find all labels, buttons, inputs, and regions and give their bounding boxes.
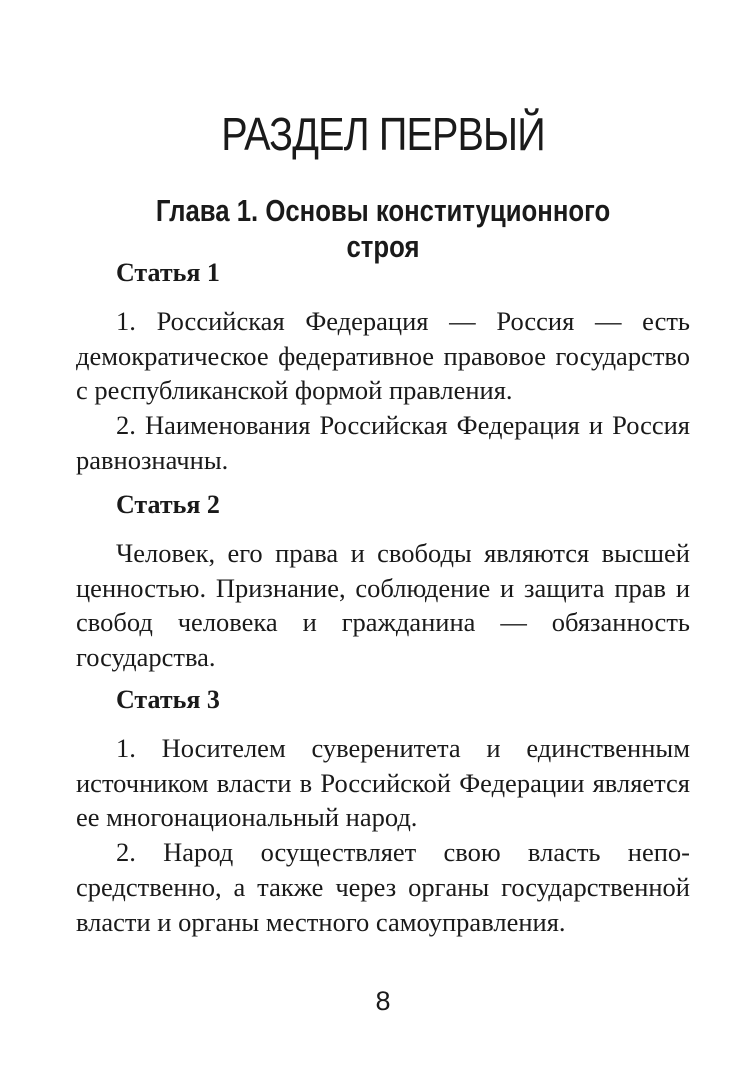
article-paragraph: 1. Носителем суверенитета и единственным источником власти в Российской Федерации является ее многонациональный народ. (76, 733, 690, 833)
article-paragraph: Человек, его права и свободы являются высшей ценностью. Признание, соблюдение и защита прав и свобод человека и гражданина — обязанность государства. (76, 538, 690, 673)
book-page (76, 0, 690, 1080)
article-3 (76, 683, 690, 939)
article-heading: Статья 3 (116, 685, 220, 714)
chapter-title: Глава 1. Основы конституционного строя (155, 193, 611, 264)
article-paragraph: 2. Народ осуществляет свою власть непосредственно, а также через органы государственной власти и органы местного самоуправления. (76, 837, 690, 937)
article-heading: Статья 1 (116, 258, 220, 287)
page-number: 8 (375, 986, 391, 1016)
article-heading: Статья 2 (116, 490, 220, 519)
article-2 (76, 488, 690, 675)
article-1 (76, 256, 690, 478)
article-paragraph: 2. Наименования Российская Федерация и Россия равнозначны. (76, 410, 690, 475)
section-title: РАЗДЕЛ ПЕРВЫЙ (221, 108, 545, 160)
article-paragraph: 1. Российская Федерация — Россия — есть демократическое федеративное правовое государство с республиканской формой правления. (76, 306, 690, 406)
